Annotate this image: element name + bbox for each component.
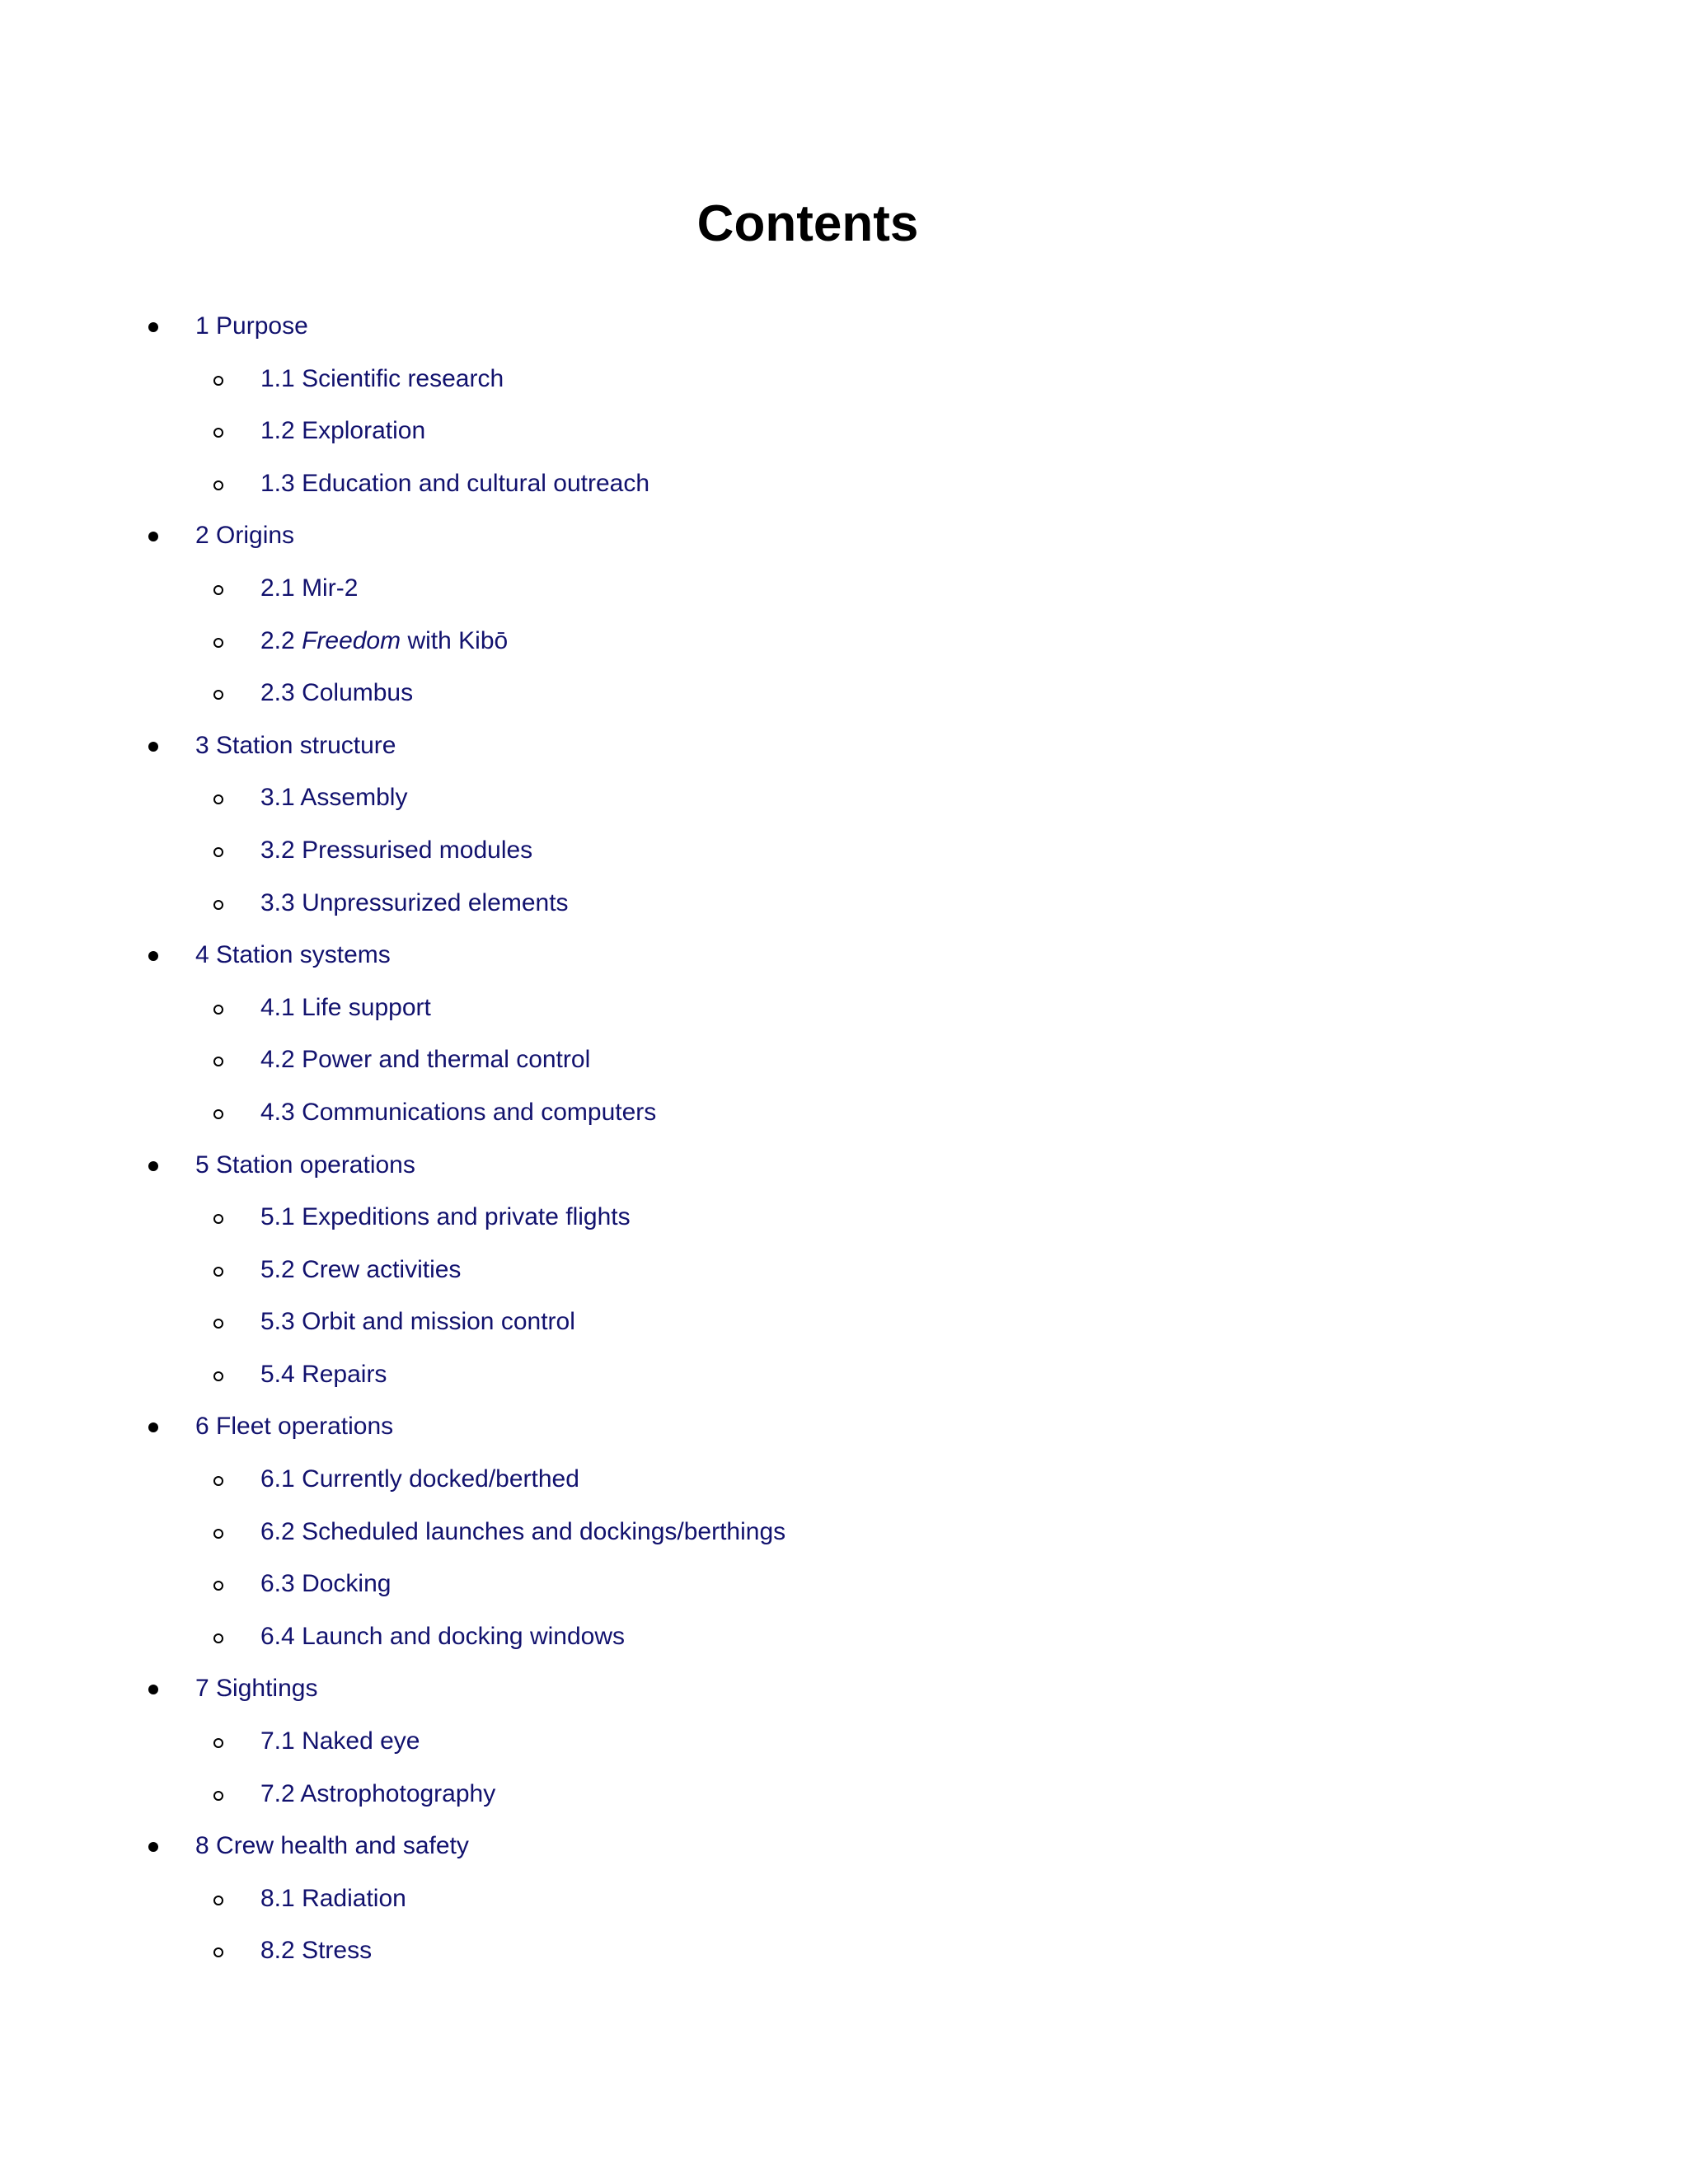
toc-link[interactable]: [260, 988, 431, 1028]
toc-subsection: [0, 411, 1688, 464]
hollow-circle-bullet-icon: [212, 1617, 232, 1657]
toc-number: 8: [195, 1832, 209, 1860]
toc-text: Scheduled launches and dockings/berthings: [302, 1517, 786, 1545]
toc-subsection: [0, 1093, 1688, 1146]
hollow-circle-bullet-icon: [212, 988, 232, 1028]
hollow-circle-bullet-icon: [212, 621, 232, 661]
toc-text: Astrophotography: [300, 1779, 496, 1807]
toc-number: 2.1: [260, 574, 295, 602]
toc-link[interactable]: [260, 1931, 372, 1971]
hollow-circle-bullet-icon: [212, 1355, 232, 1394]
toc-section: [0, 1407, 1688, 1460]
toc-link[interactable]: [195, 1826, 469, 1866]
toc-text: Radiation: [302, 1884, 406, 1912]
toc-text: Crew health and safety: [216, 1832, 469, 1860]
toc-subsection: [0, 464, 1688, 517]
toc-text: Communications and computers: [302, 1098, 657, 1126]
toc-subsection: [0, 1879, 1688, 1932]
hollow-circle-bullet-icon: [212, 464, 232, 504]
toc-number: 3.2: [260, 836, 295, 864]
toc-link[interactable]: [260, 1197, 631, 1237]
toc-link[interactable]: [260, 831, 532, 870]
toc-link[interactable]: [195, 1407, 393, 1446]
table-of-contents: [0, 307, 1688, 1984]
toc-section: [0, 726, 1688, 779]
toc-text: Repairs: [302, 1360, 387, 1388]
toc-link[interactable]: [260, 778, 407, 818]
toc-number: 2: [195, 522, 209, 550]
hollow-circle-bullet-icon: [212, 1722, 232, 1761]
toc-text: Naked eye: [302, 1727, 420, 1755]
toc-subsection: [0, 1355, 1688, 1408]
hollow-circle-bullet-icon: [212, 1250, 232, 1290]
hollow-circle-bullet-icon: [212, 1512, 232, 1552]
hollow-circle-bullet-icon: [212, 831, 232, 870]
toc-text: Stress: [302, 1937, 373, 1965]
toc-number: 7.2: [260, 1779, 295, 1807]
toc-link[interactable]: [260, 673, 413, 713]
hollow-circle-bullet-icon: [212, 673, 232, 713]
toc-link[interactable]: [260, 1040, 590, 1080]
toc-text: Life support: [302, 993, 431, 1021]
toc-subsection: [0, 1722, 1688, 1774]
toc-link[interactable]: [195, 1146, 415, 1185]
filled-bullet-icon: [145, 1826, 165, 1866]
toc-subsection: [0, 1774, 1688, 1827]
toc-subsection: [0, 883, 1688, 936]
toc-text: Orbit and mission control: [302, 1308, 575, 1336]
toc-link[interactable]: [260, 1774, 495, 1814]
hollow-circle-bullet-icon: [212, 1197, 232, 1237]
filled-bullet-icon: [145, 307, 165, 346]
toc-text: Assembly: [300, 784, 408, 812]
toc-link[interactable]: [260, 1093, 656, 1132]
hollow-circle-bullet-icon: [212, 1931, 232, 1971]
toc-number: 6.2: [260, 1517, 295, 1545]
toc-number: 4.1: [260, 993, 295, 1021]
toc-text: with Kibō: [407, 626, 509, 654]
toc-subsection: [0, 1302, 1688, 1355]
toc-subsection: [0, 1617, 1688, 1670]
hollow-circle-bullet-icon: [212, 1093, 232, 1132]
hollow-circle-bullet-icon: [212, 778, 232, 818]
toc-text: Power and thermal control: [302, 1046, 591, 1074]
toc-subsection: [0, 1197, 1688, 1250]
toc-link[interactable]: [260, 621, 508, 661]
toc-link[interactable]: [260, 1355, 387, 1394]
toc-subsection: [0, 1564, 1688, 1617]
toc-number: 1.2: [260, 417, 295, 445]
filled-bullet-icon: [145, 1669, 165, 1708]
toc-subsection: [0, 1250, 1688, 1303]
toc-text: Docking: [302, 1570, 392, 1598]
toc-number: 3.1: [260, 784, 295, 812]
filled-bullet-icon: [145, 1407, 165, 1446]
toc-link[interactable]: [260, 1512, 785, 1552]
toc-text: Mir-2: [302, 574, 359, 602]
toc-section: [0, 307, 1688, 359]
toc-number: 2.2: [260, 626, 295, 654]
toc-subsection: [0, 621, 1688, 674]
toc-number: 7: [195, 1675, 209, 1703]
toc-text: Unpressurized elements: [302, 888, 569, 916]
toc-number: 5.1: [260, 1203, 295, 1231]
toc-text: Columbus: [302, 679, 414, 707]
toc-link[interactable]: [195, 935, 391, 975]
hollow-circle-bullet-icon: [212, 569, 232, 608]
filled-bullet-icon: [145, 935, 165, 975]
toc-number: 3.3: [260, 888, 295, 916]
toc-section: [0, 1146, 1688, 1198]
toc-number: 1.3: [260, 469, 295, 497]
toc-link[interactable]: [260, 1460, 579, 1499]
toc-text: Crew activities: [302, 1255, 462, 1283]
toc-text: Scientific research: [302, 364, 504, 392]
hollow-circle-bullet-icon: [212, 411, 232, 451]
toc-section: [0, 1669, 1688, 1722]
toc-link[interactable]: [260, 411, 425, 451]
toc-text: Station structure: [216, 731, 396, 759]
toc-subsection: [0, 988, 1688, 1041]
toc-number: 5.3: [260, 1308, 295, 1336]
toc-text: Pressurised modules: [302, 836, 533, 864]
toc-number: 8.1: [260, 1884, 295, 1912]
toc-subsection: [0, 831, 1688, 883]
toc-number: 4.3: [260, 1098, 295, 1126]
toc-text: Expeditions and private flights: [302, 1203, 631, 1231]
toc-text: Exploration: [302, 417, 426, 445]
toc-link[interactable]: [260, 464, 649, 504]
toc-number: 1: [195, 312, 209, 340]
toc-subsection: [0, 1040, 1688, 1093]
hollow-circle-bullet-icon: [212, 1564, 232, 1604]
page-title: Contents: [696, 195, 919, 252]
toc-number: 4: [195, 941, 209, 969]
toc-number: 2.3: [260, 679, 295, 707]
filled-bullet-icon: [145, 516, 165, 555]
filled-bullet-icon: [145, 1146, 165, 1185]
toc-link[interactable]: [260, 569, 358, 608]
toc-section: [0, 1826, 1688, 1879]
hollow-circle-bullet-icon: [212, 1879, 232, 1919]
hollow-circle-bullet-icon: [212, 1774, 232, 1814]
toc-number: 5.2: [260, 1255, 295, 1283]
toc-link[interactable]: [260, 883, 569, 923]
toc-text: Station systems: [216, 941, 391, 969]
toc-number: 3: [195, 731, 209, 759]
hollow-circle-bullet-icon: [212, 359, 232, 399]
toc-link[interactable]: [195, 516, 294, 555]
toc-subsection: [0, 1931, 1688, 1984]
toc-text: Fleet operations: [216, 1413, 394, 1441]
toc-section: [0, 516, 1688, 569]
toc-number: 6.4: [260, 1622, 295, 1650]
hollow-circle-bullet-icon: [212, 883, 232, 923]
toc-section: [0, 935, 1688, 988]
toc-link[interactable]: [195, 1669, 317, 1708]
toc-number: 8.2: [260, 1937, 295, 1965]
filled-bullet-icon: [145, 726, 165, 766]
toc-text: Purpose: [216, 312, 308, 340]
toc-link[interactable]: [260, 1722, 420, 1761]
toc-text: Launch and docking windows: [302, 1622, 625, 1650]
toc-number: 5: [195, 1151, 209, 1179]
hollow-circle-bullet-icon: [212, 1040, 232, 1080]
toc-subsection: [0, 569, 1688, 621]
toc-link[interactable]: [260, 1250, 461, 1290]
hollow-circle-bullet-icon: [212, 1460, 232, 1499]
hollow-circle-bullet-icon: [212, 1302, 232, 1342]
toc-text: Sightings: [216, 1675, 318, 1703]
toc-link[interactable]: [195, 726, 396, 766]
toc-subsection: [0, 1512, 1688, 1565]
toc-italic-text: Freedom: [302, 626, 401, 654]
toc-number: 6.3: [260, 1570, 295, 1598]
toc-subsection: [0, 778, 1688, 831]
toc-number: 1.1: [260, 364, 295, 392]
toc-number: 5.4: [260, 1360, 295, 1388]
toc-subsection: [0, 359, 1688, 412]
toc-link[interactable]: [260, 1302, 575, 1342]
toc-number: 7.1: [260, 1727, 295, 1755]
toc-subsection: [0, 673, 1688, 726]
toc-text: Origins: [216, 522, 295, 550]
toc-number: 6.1: [260, 1465, 295, 1493]
toc-link[interactable]: [260, 1617, 625, 1657]
toc-text: Education and cultural outreach: [302, 469, 650, 497]
toc-link[interactable]: [260, 359, 504, 399]
toc-number: 6: [195, 1413, 209, 1441]
toc-text: Currently docked/berthed: [302, 1465, 579, 1493]
toc-link[interactable]: [260, 1564, 391, 1604]
toc-link[interactable]: [195, 307, 308, 346]
toc-link[interactable]: [260, 1879, 406, 1919]
toc-text: Station operations: [216, 1151, 415, 1179]
toc-number: 4.2: [260, 1046, 295, 1074]
toc-subsection: [0, 1460, 1688, 1512]
